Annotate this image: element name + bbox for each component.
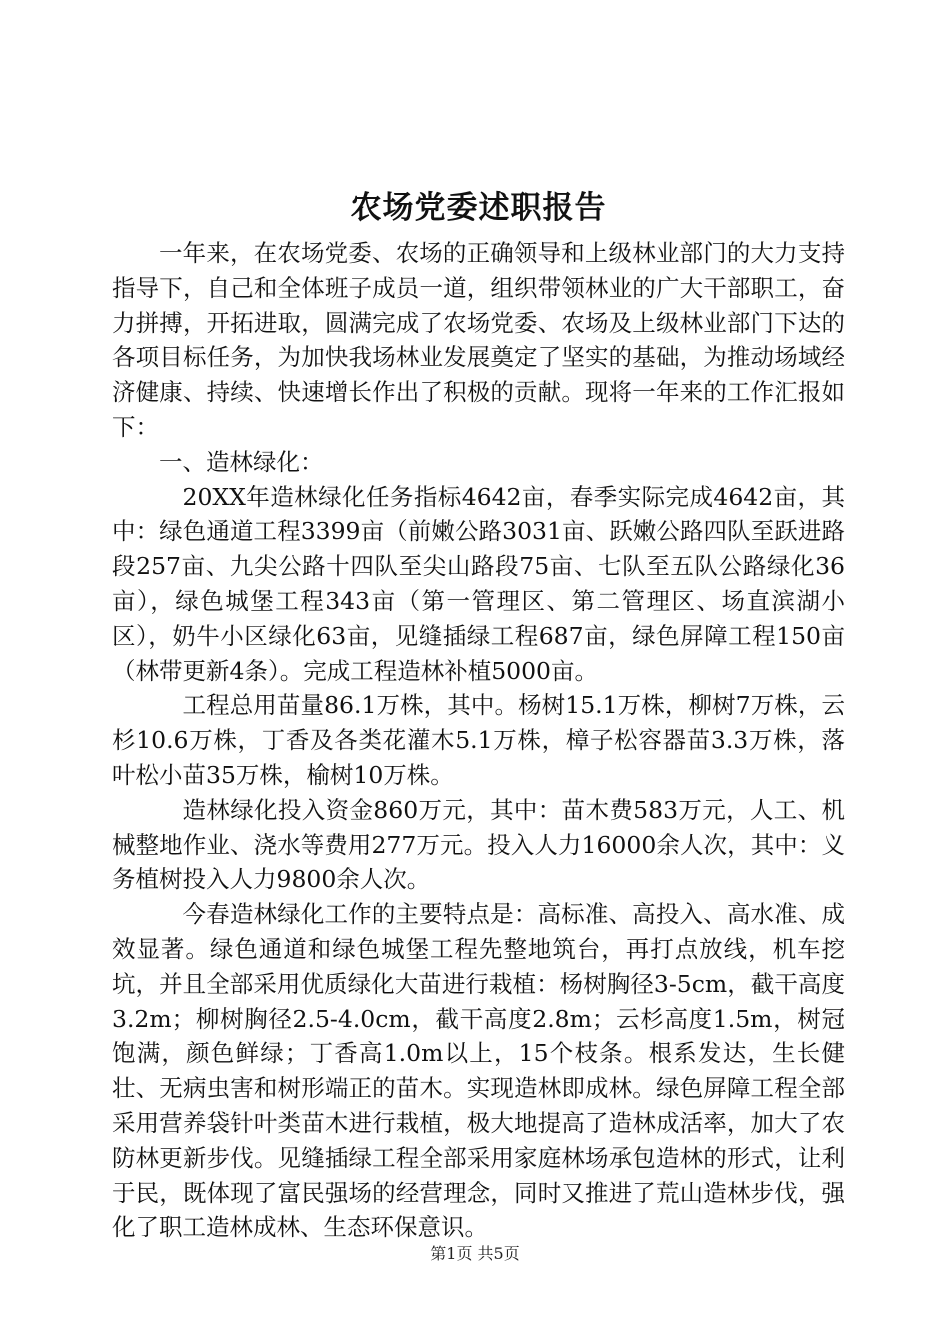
paragraph-features: 今春造林绿化工作的主要特点是：高标准、高投入、高水准、成效显著。绿色通道和绿色城堡工程先整地筑台，再打点放线，机车挖坑，并且全部采用优质绿化大苗进行栽植：杨树胸径3-5cm，截干高度3.2m；柳树胸径2.5-4.0cm，截干高度2.8m；云杉高度1.5m，树冠饱满，颜色鲜绿；丁香高1.0m以上，15个枝条。根系发达，生长健壮、无病虫害和树形端正的苗木。实现造林即成林。绿色屏障工程全部采用营养袋针叶类苗木进行栽植，极大地提高了造林成活率，加大了农防林更新步伐。见缝插绿工程全部采用家庭林场承包造林的形式，让利于民，既体现了富民强场的经营理念，同时又推进了荒山造林步伐，强化了职工造林成林、生态环保意识。 [112,900,845,1242]
document-page [112,180,845,1245]
page-number: 第1页 共5页 [430,1244,520,1263]
section-heading-afforestation: 一、造林绿化： [159,447,324,476]
intro-paragraph: 一年来，在农场党委、农场的正确领导和上级林业部门的大力支持指导下，自己和全体班子成员一道，组织带领林业的广大干部职工，奋力拼搏，开拓进取，圆满完成了农场党委、农场及上级林业部门下达的各项目标任务，为加快我场林业发展奠定了坚实的基础，为推动场域经济健康、持续、快速增长作出了积极的贡献。现将一年来的工作汇报如下： [112,239,845,441]
paragraph-afforestation-tasks: 20XX年造林绿化任务指标4642亩，春季实际完成4642亩，其中：绿色通道工程3399亩（前嫩公路3031亩、跃嫩公路四队至跃进路段257亩、九尖公路十四队至尖山路段75亩、七队至五队公路绿化36亩），绿色城堡工程343亩（第一管理区、第二管理区、场直滨湖小区），奶牛小区绿化63亩，见缝插绿工程687亩，绿色屏障工程150亩（林带更新4条）。完成工程造林补植5000亩。 [112,482,845,685]
paragraph-seedling-usage: 工程总用苗量86.1万株，其中。杨树15.1万株，柳树7万株，云杉10.6万株，丁香及各类花灌木5.1万株，樟子松容器苗3.3万株，落叶松小苗35万株，榆树10万株。 [112,691,845,789]
paragraph-investment: 造林绿化投入资金860万元，其中：苗木费583万元，人工、机械整地作业、浇水等费用277万元。投入人力16000余人次，其中：义务植树投入人力9800余人次。 [112,795,845,894]
document-title: 农场党委述职报告 [350,190,607,226]
